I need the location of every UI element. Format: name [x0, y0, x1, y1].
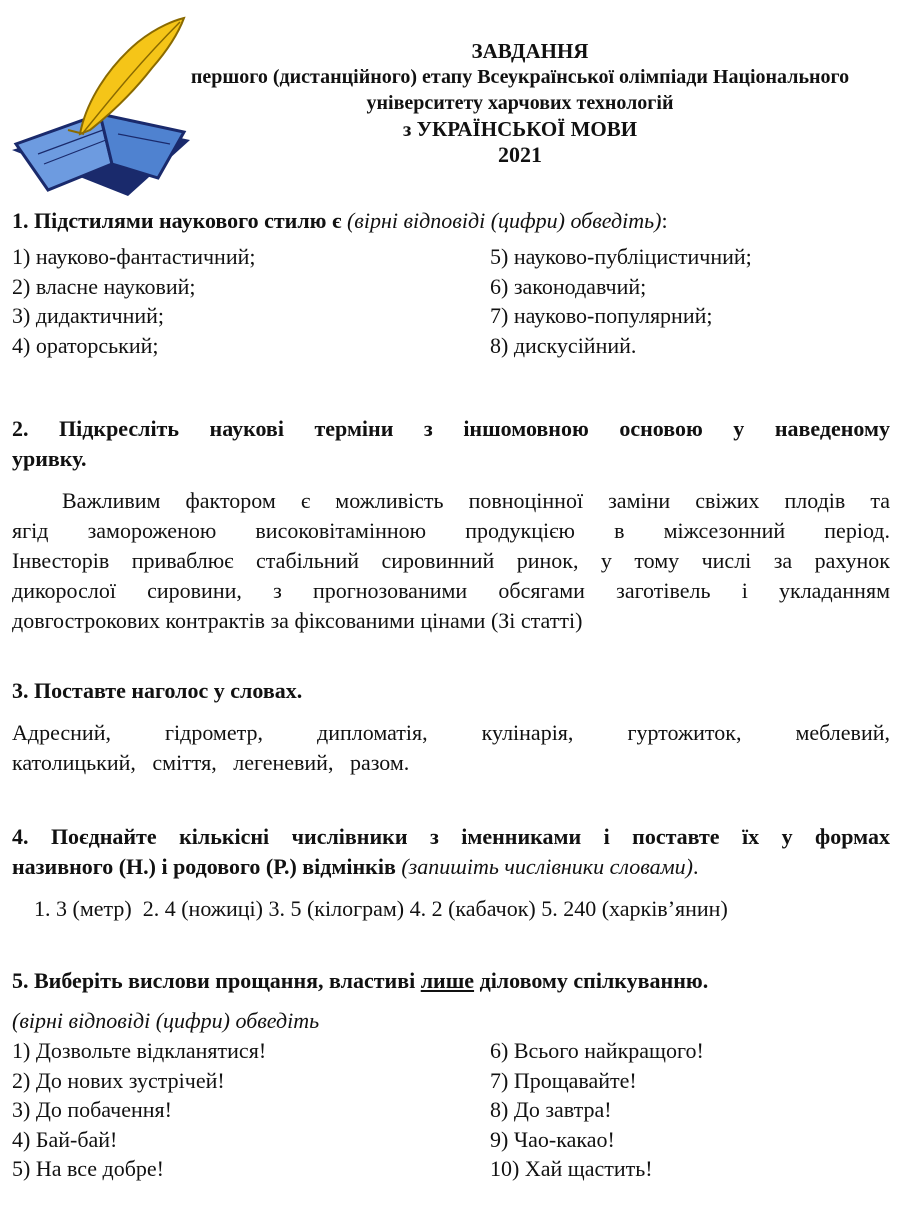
option: 1) Дозвольте відкланятися! — [12, 1038, 267, 1063]
option: 5) На все добре! — [12, 1156, 165, 1181]
option: 9) Чао-какао! — [490, 1126, 615, 1152]
question-2 — [12, 414, 890, 636]
option: 4) Бай-бай! — [12, 1126, 118, 1152]
question-1 — [12, 206, 890, 360]
question-4-title-line2: називного (Н.) і родового (Р.) відмінків (запишіть числівники словами). — [12, 854, 699, 879]
option: 4) ораторський; — [12, 332, 159, 358]
question-4 — [12, 822, 890, 924]
question-2-title-line1: 2. Підкресліть наукові терміни з іншомовною основою у наведеному — [12, 416, 890, 441]
option: 2) До нових зустрічей! — [12, 1067, 225, 1093]
option: 7) науково-популярний; — [490, 303, 713, 328]
option: 8) дискусійний. — [490, 332, 637, 358]
question-5 — [12, 966, 890, 1184]
option: 3) дидактичний; — [12, 303, 165, 328]
question-5-title: 5. Виберіть вислови прощання, властиві лише діловому спілкуванню. — [12, 968, 709, 993]
option: 1) науково-фантастичний; — [12, 244, 256, 269]
header-subtitle: першого (дистанційного) етапу Всеукраїнської олімпіади Національного — [190, 66, 850, 88]
passage-line: Важливим фактором є можливість повноцінної заміни свіжих плодів та — [62, 488, 890, 513]
header-year: 2021 — [498, 142, 542, 167]
question-3 — [12, 676, 890, 778]
passage-line: ягід замороженою високовітамінною продукцією в міжсезонний період. — [12, 518, 890, 543]
option: 7) Прощавайте! — [490, 1067, 637, 1093]
question-3-words-line2: католицький, сміття, легеневий, разом. — [12, 750, 410, 775]
question-1-options — [12, 242, 890, 360]
option: 10) Хай щастить! — [490, 1156, 653, 1181]
header-subject: з УКРАЇНСЬКОЇ МОВИ — [402, 117, 638, 141]
header-university: університету харчових технологій — [366, 92, 674, 114]
question-4-items: 1. 3 (метр) 2. 4 (ножиці) 3. 5 (кілограм) 4. 2 (кабачок) 5. 240 (харків’янин) — [34, 896, 728, 921]
passage-line: довгострокових контрактів за фіксованими цінами (Зі статті) — [12, 608, 583, 633]
question-3-title: 3. Поставте наголос у словах. — [12, 678, 303, 703]
header-title: ЗАВДАННЯ — [471, 39, 589, 63]
option: 3) До побачення! — [12, 1097, 173, 1122]
option: 5) науково-публіцистичний; — [490, 244, 752, 269]
question-4-title-line1: 4. Поєднайте кількісні числівники з іменниками і поставте їх у формах — [12, 824, 890, 849]
option: 6) законодавчий; — [490, 273, 647, 299]
question-5-instruction: (вірні відповіді (цифри) обведіть — [12, 1008, 320, 1033]
document-header — [140, 38, 900, 168]
passage-line: дикорослої сировини, з прогнозованими обсягами заготівель і укладанням — [12, 578, 890, 603]
option: 6) Всього найкращого! — [490, 1038, 704, 1063]
question-2-title-line2: уривку. — [12, 446, 87, 471]
passage-line: Інвесторів приваблює стабільний сировинний ринок, у тому числі за рахунок — [12, 548, 890, 573]
question-3-words-line1: Адресний, гідрометр, дипломатія, кулінарія, гуртожиток, меблевий, — [12, 720, 890, 745]
question-2-passage — [12, 486, 890, 636]
option: 8) До завтра! — [490, 1097, 612, 1122]
option: 2) власне науковий; — [12, 273, 196, 299]
question-1-title: 1. Підстилями наукового стилю є (вірні відповіді (цифри) обведіть): — [12, 208, 668, 233]
question-5-options — [12, 1036, 890, 1184]
